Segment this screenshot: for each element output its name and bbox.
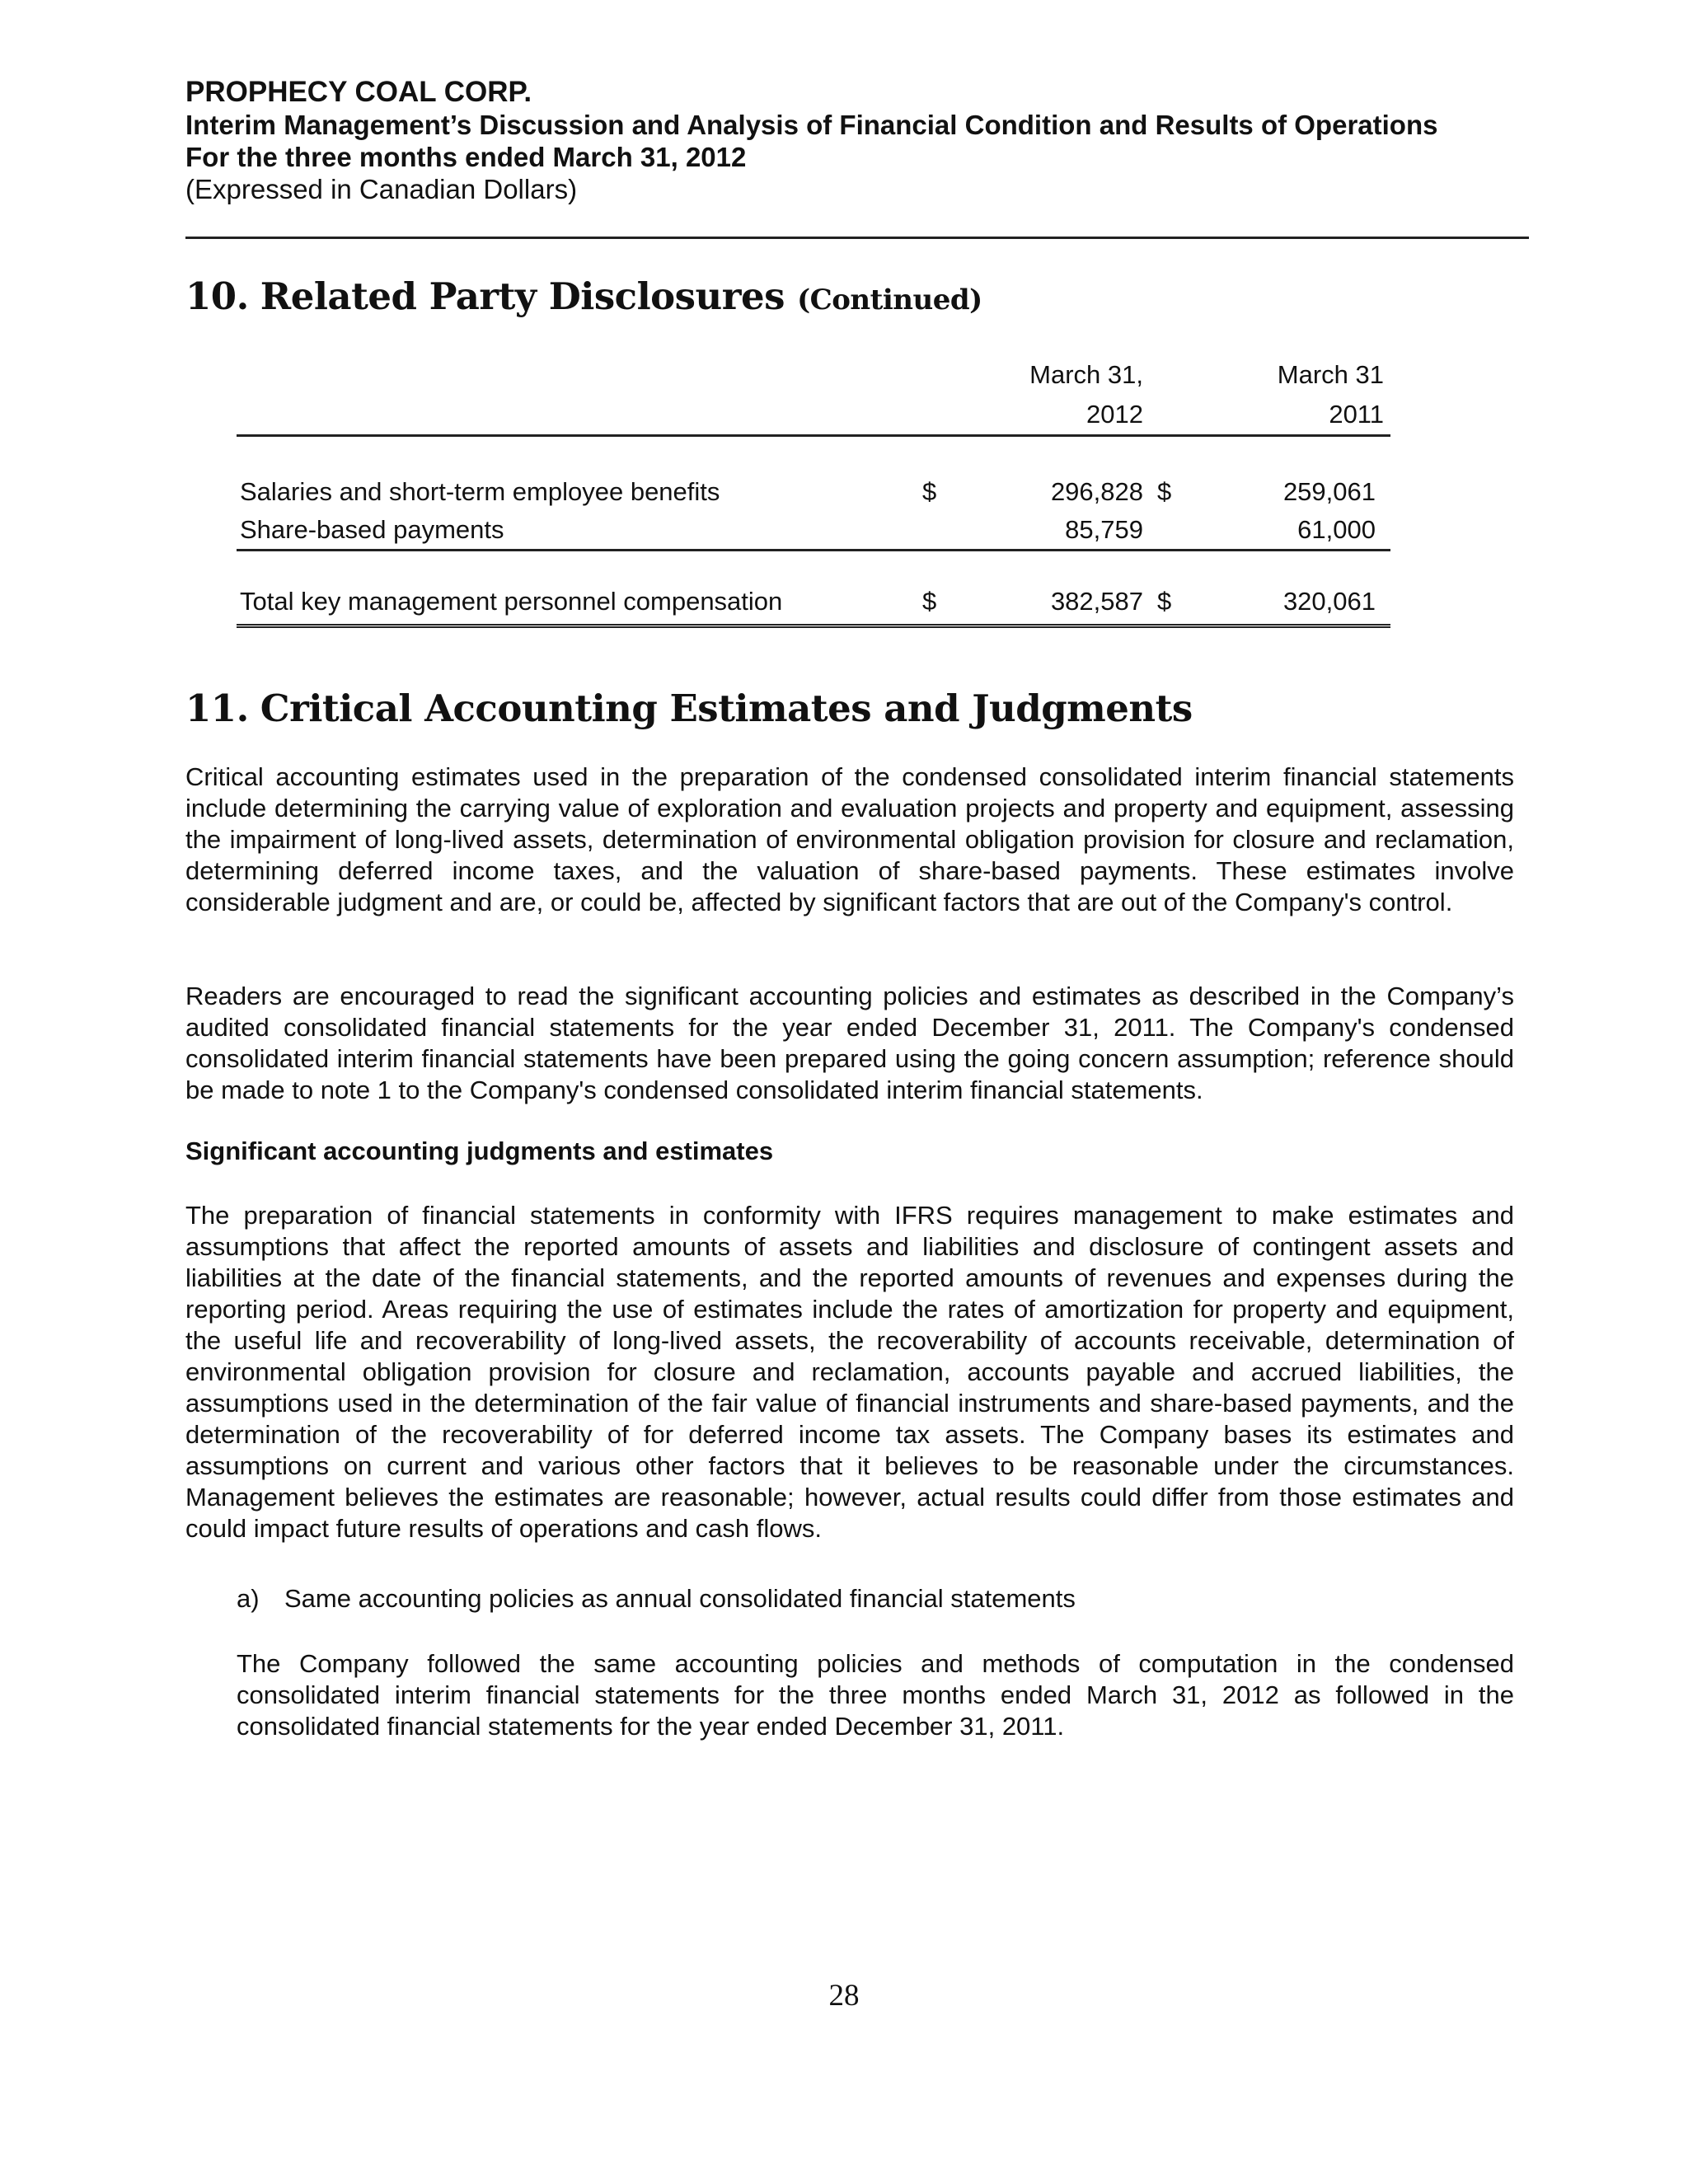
- value-2012: 85,759: [1065, 515, 1143, 544]
- report-title: Interim Management’s Discussion and Analysis of Financial Condition and Results of Operations: [185, 110, 1438, 140]
- page-header: [185, 76, 1537, 205]
- col-2012-line2: 2012: [1086, 400, 1143, 429]
- currency-symbol: $: [1157, 587, 1172, 616]
- section-10-title: Related Party Disclosures: [260, 274, 785, 318]
- company-name: PROPHECY COAL CORP.: [185, 76, 532, 108]
- page-number: 28: [828, 1979, 860, 2013]
- list-item-title: Same accounting policies as annual consolidated financial statements: [284, 1584, 1076, 1613]
- section-10-heading: [185, 274, 982, 323]
- value-2011: 259,061: [1282, 477, 1376, 506]
- section-11-heading: [185, 686, 1193, 732]
- currency-note: (Expressed in Canadian Dollars): [185, 174, 578, 204]
- report-period: For the three months ended March 31, 2012: [185, 142, 747, 172]
- total-2012: 382,587: [1050, 587, 1143, 616]
- list-marker: a): [237, 1584, 260, 1613]
- paragraph-readers-encouraged: Readers are encouraged to read the significant accounting policies and estimates as described in the Company’s audited consolidated financial statements for the year ended December 31, 2011. The Company's condensed consolidated interim financial statements have been prepared using the going concern assumption; reference should be made to note 1 to the Company's condensed consolidated interim financial statements.: [185, 982, 1514, 1104]
- row-label: Salaries and short-term employee benefits: [240, 477, 720, 506]
- paragraph-critical-estimates: Critical accounting estimates used in the preparation of the condensed consolidated interim financial statements include determining the carrying value of exploration and evaluation projects and property and equipment, assessing the impairment of long-lived assets, determination of environmental obligation provision for closure and reclamation, determining deferred income taxes, and the valuation of share-based payments. These estimates involve considerable judgment and are, or could be, affected by significant factors that are out of the Company's control.: [185, 762, 1514, 916]
- row-label: Share-based payments: [240, 515, 504, 544]
- table-total-row: [237, 583, 1390, 628]
- list-item-a: [237, 1583, 1076, 1615]
- paragraph-ifrs-estimates: The preparation of financial statements in conformity with IFRS requires management to make estimates and assumptions that affect the reported amounts of assets and liabilities and disclosure of contingent assets and liabilities at the date of the financial statements, and the reported amounts of revenues and expenses during the reporting period. Areas requiring the use of estimates include the rates of amortization for property and equipment, the useful life and recoverability of long-lived assets, the recoverability of accounts receivable, determination of environmental obligation provision for closure and reclamation, accounts payable and accrued liabilities, the assumptions used in the determination of the fair value of financial instruments and share-based payments, and the determination of the recoverability of for deferred income tax assets. The Company bases its estimates and assumptions on current and various other factors that it believes to be reasonable under the circumstances. Management believes the estimates are reasonable; however, actual results could differ from those estimates and could impact future results of operations and cash flows.: [185, 1201, 1514, 1543]
- paragraph-same-policies: The Company followed the same accounting policies and methods of computation in the condensed consolidated interim financial statements for the three months ended March 31, 2012 as followed in the consolidated financial statements for the year ended December 31, 2011.: [237, 1649, 1514, 1741]
- currency-symbol: $: [1157, 477, 1172, 506]
- col-2011-line1: March 31: [1277, 360, 1384, 389]
- table-row: [237, 473, 1390, 511]
- table-header: [237, 350, 1390, 437]
- table-row: [237, 511, 1390, 551]
- section-10-suffix: (Continued): [797, 284, 982, 316]
- header-divider: [185, 237, 1529, 239]
- col-2012-line1: March 31,: [1029, 360, 1143, 389]
- currency-symbol: $: [922, 477, 937, 506]
- section-10-number: 10.: [185, 274, 249, 318]
- compensation-table: [237, 350, 1390, 628]
- section-11-title: Critical Accounting Estimates and Judgments: [260, 687, 1193, 730]
- total-2011: 320,061: [1282, 587, 1376, 616]
- value-2012: 296,828: [1050, 477, 1143, 506]
- total-label: Total key management personnel compensation: [240, 587, 783, 616]
- subheading-judgments: Significant accounting judgments and estimates: [185, 1137, 774, 1165]
- col-2011-line2: 2011: [1329, 400, 1384, 429]
- value-2011: 61,000: [1297, 515, 1376, 544]
- section-11-number: 11.: [185, 687, 249, 730]
- currency-symbol: $: [922, 587, 937, 616]
